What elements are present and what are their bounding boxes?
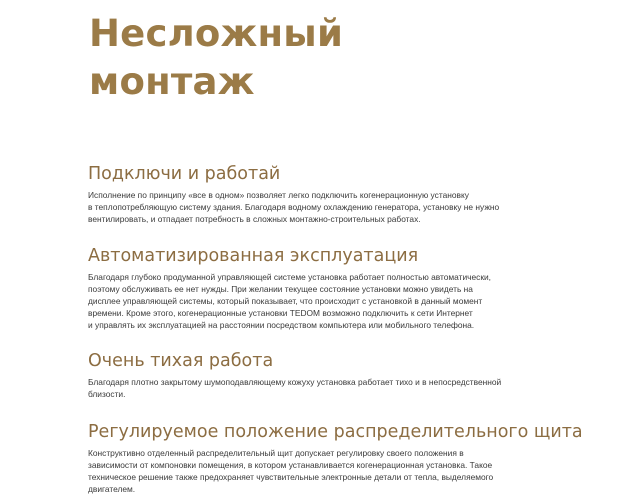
body-line: Исполнение по принципу «все в одном» позволяет легко подключить когенерационную установку [88,190,469,200]
section-body [88,271,528,331]
section-heading: Регулируемое положение распределительного щита [88,422,583,442]
body-line: близости. [88,389,126,399]
body-line: поэтому обслуживать ее нет нужды. При желании текущее состояние установки можно увидеть на [88,284,473,294]
page-title [89,10,489,106]
section-quiet-operation [88,350,528,400]
section-heading: Очень тихая работа [88,351,274,371]
section-plug-and-play [88,163,528,225]
section-adjustable-switchboard [88,421,583,495]
body-line: дисплее управляющей системы, который показывает, что происходит с установкой в данный момент [88,296,483,306]
body-line: двигателем. [88,484,136,494]
page-title-line-1: Несложный [89,12,344,55]
page-title-line-2: монтаж [89,60,255,103]
section-body [88,376,528,400]
body-line: техническое решение также предохраняет чувствительные электронные детали от тепла, выделяемого [88,472,494,482]
section-heading: Автоматизированная эксплуатация [88,246,419,266]
section-body [88,447,528,495]
body-line: Благодаря плотно закрытому шумоподавляющему кожуху установка работает тихо и в непосредственной [88,377,502,387]
body-line: времени. Кроме этого, когенерационные установки TEDOM возможно подключить к сети Интернет [88,308,473,318]
section-body [88,189,528,225]
body-line: в теплопотребляющую систему здания. Благодаря водному охлаждению генератора, установку не нужно [88,202,500,212]
section-automated-operation [88,245,528,331]
body-line: вентилировать, и отпадает потребность в сложных монтажно-строительных работах. [88,214,421,224]
body-line: зависимости от компоновки помещения, в котором устанавливается когенерационная установка. Такое [88,460,493,470]
body-line: Конструктивно отделенный распределительный щит допускает регулировку своего положения в [88,448,464,458]
body-line: и управлять их эксплуатацией на расстоянии посредством компьютера или мобильного телефона. [88,320,475,330]
section-heading: Подключи и работай [88,164,281,184]
body-line: Благодаря глубоко продуманной управляющей системе установка работает полностью автоматически, [88,272,492,282]
